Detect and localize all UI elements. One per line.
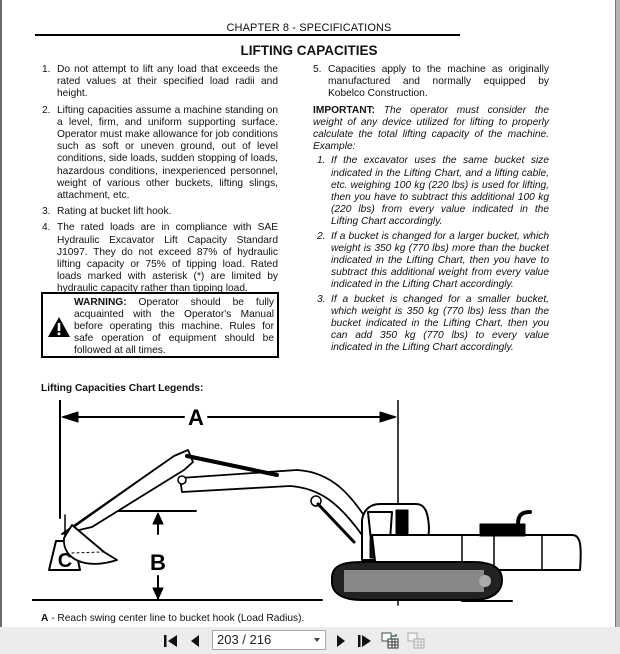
list-item: 1. Do not attempt to lift any load that exceeds the rated values at their specified load radii and height. bbox=[42, 64, 278, 100]
last-page-button[interactable] bbox=[356, 633, 374, 648]
notes-list-continued bbox=[313, 64, 549, 101]
excavator-diagram bbox=[32, 400, 592, 610]
next-page-button[interactable] bbox=[334, 633, 348, 648]
list-item: 4. The rated loads are in compliance with SAE Hydraulic Excavator Lift Capacity Standard J1097. They do not exceed 87% of hydraulic lifting capacity or 75% of tipping load. Rated loads marked with asterisk (*) are limited by hydraulic capacity rather than tipping load. bbox=[42, 222, 278, 295]
previous-page-button[interactable] bbox=[188, 633, 202, 648]
page-indicator: 203 / 216 bbox=[217, 632, 272, 647]
page-view-button[interactable] bbox=[380, 631, 400, 649]
warning-text: WARNING: Operator should be fully acquainted with the Operator's Manual before operating this machine. Rules for safe operation of equipment should be followed at all times. bbox=[74, 297, 274, 356]
chapter-header: CHAPTER 8 - SPECIFICATIONS bbox=[226, 22, 392, 34]
chevron-down-icon bbox=[314, 638, 320, 642]
list-item: 5. Capacities apply to the machine as originally manufactured and normally equipped by Kobelco Construction. bbox=[313, 64, 549, 100]
legend-caption: A - Reach swing center line to bucket hook (Load Radius). bbox=[41, 613, 305, 624]
dimension-label-a: A bbox=[188, 405, 204, 430]
page-view-disabled-icon bbox=[407, 631, 425, 649]
list-item: 2. Lifting capacities assume a machine standing on a level, firm, and uniform supporting surface. Operator must make allowance for job conditions such as soft or uneven ground, out of level conditions, side loads, sudden stopping of loads, hazardous conditions, inexperienced personnel, weight of various other buckets, lifting slings, attachment, etc. bbox=[42, 104, 278, 202]
last-page-icon bbox=[357, 634, 373, 648]
warning-icon bbox=[47, 316, 71, 338]
first-page-icon bbox=[163, 634, 179, 648]
examples-list bbox=[313, 155, 549, 354]
example-item: 2. If a bucket is changed for a larger bucket, which weight is 350 kg (770 lbs) more than the bucket indicated in the Lifting Chart, then you have to subtract this additional weight from every value indicated in the Lifting Chart accordingly. bbox=[317, 230, 549, 291]
legend-heading: Lifting Capacities Chart Legends: bbox=[41, 383, 204, 394]
page-navigation-toolbar bbox=[0, 627, 620, 654]
first-page-button[interactable] bbox=[162, 633, 180, 648]
left-column bbox=[42, 64, 278, 300]
page-view-disabled-button[interactable] bbox=[406, 631, 426, 649]
document-page bbox=[2, 0, 616, 627]
page-number-select[interactable] bbox=[212, 630, 326, 650]
important-note: IMPORTANT: The operator must consider the weight of any device utilized for lifting to properly calculate the total lifting capacity of the machine. Example: bbox=[313, 104, 549, 153]
dimension-label-b: B bbox=[150, 550, 166, 575]
previous-page-icon bbox=[190, 634, 200, 648]
warning-box bbox=[41, 292, 279, 358]
page-title: LIFTING CAPACITIES bbox=[240, 43, 378, 58]
list-item: 3. Rating at bucket lift hook. bbox=[42, 206, 172, 218]
right-column bbox=[313, 64, 549, 357]
vertical-scrollbar[interactable] bbox=[615, 0, 620, 627]
page-view-icon bbox=[381, 631, 399, 649]
load-label-c: C bbox=[57, 550, 73, 572]
example-item: 1. If the excavator uses the same bucket size indicated in the Lifting Chart, and a lifting cable, etc. weighing 100 kg (220 lbs) is used for lifting, then you have to subtract this additional 100 kg (220 lbs) from every value indicated in the Lifting Chart accordingly. bbox=[317, 155, 549, 228]
notes-list bbox=[42, 64, 278, 296]
next-page-icon bbox=[336, 634, 346, 648]
header-rule-line bbox=[35, 34, 460, 36]
example-item: 3. If a bucket is changed for a smaller bucket, which weight is 350 kg (770 lbs) less than the bucket indicated in the Lifting Chart, then you can add 350 kg (770 lbs) to every value indicated in the Lifting Chart accordingly. bbox=[317, 293, 549, 354]
